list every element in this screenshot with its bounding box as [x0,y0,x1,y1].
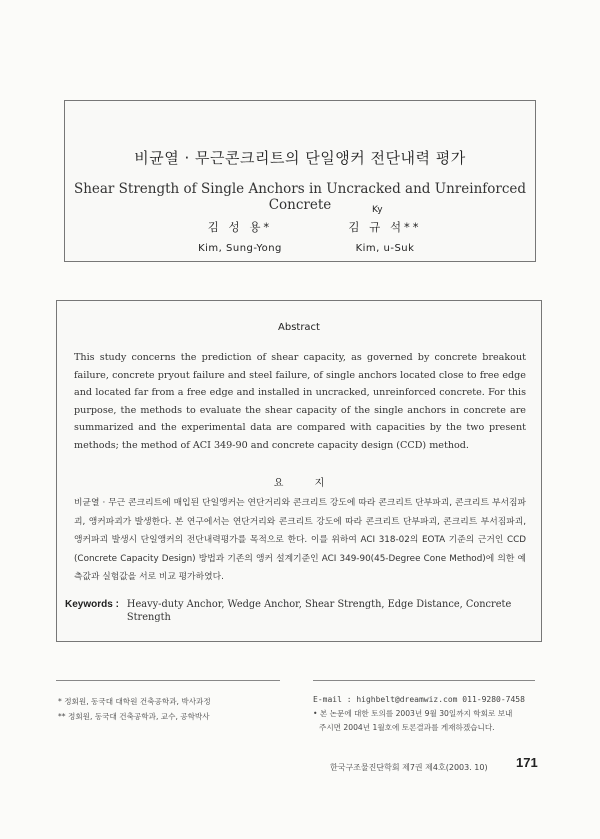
footnote-2: ** 정회원, 동국대 건축공학과, 교수, 공학박사 [58,712,210,721]
title-box [64,100,536,262]
footnote-rule-left [56,680,280,681]
keywords-label: Keywords : [65,599,119,610]
summary-heading: 요 지 [273,478,339,489]
title-english: Shear Strength of Single Anchors in Uncracked and Unreinforced Concrete [73,181,527,213]
author-2-overlay: Ky [372,205,383,215]
author-email: E-mail : highbelt@dreamwiz.com 011-9280-7458 [313,695,525,704]
footnote-rule-right [313,680,535,681]
discussion-note-2: 주시면 2004년 1월호에 토론결과를 게재하겠습니다. [319,723,495,732]
footnote-1: * 정회원, 동국대 대학원 건축공학과, 박사과정 [58,697,211,706]
abstract-text: This study concerns the prediction of shear capacity, as governed by concrete breakout failure, concrete pryout failure and steel failure, of single anchors located close to free edge and located far from a free edge and installed in uncracked, unreinforced concrete. For this purpose, the methods to evaluate the shear capacity of the single anchors in concrete are summarized and the experimental data are compared with capacities by the two present methods; the method of ACI 349-90 and concrete capacity design (CCD) method. [74,352,526,451]
author-2-english: Kim, u-Suk [355,243,415,254]
summary-text: 비균열 · 무근 콘크리트에 매입된 단일앵커는 연단거리와 콘크리트 강도에 따라 콘크리트 단부파괴, 콘크리트 부서짐파괴, 앵커파괴가 발생한다. 본 연구에서는 연단거리와 콘크리트 강도에 따라 콘크리트 단부파괴, 콘크리트 부서짐파괴, 앵커파괴 발생시 단일앵커의 전단내력평가를 목적으로 한다. 이를 위하여 ACI 318-02의 EOTA 기준의 근거인 CCD (Concrete Capacity Design) 방법과 기존의 앵커 설계기준인 ACI 349-90(45-Degree Cone Method)에 의한 예측값과 실험값을 서로 비교 평가하였다. [74,498,526,582]
page-number: 171 [516,755,538,770]
author-2 [320,205,450,254]
footnotes-right [313,693,525,735]
title-korean: 비균열 · 무근콘크리트의 단일앵커 전단내력 평가 [134,149,466,167]
author-2-korean: 김 규 석** [348,220,422,234]
author-1-korean: 김 성 용* [207,220,273,234]
keywords [65,598,531,624]
abstract-heading: Abstract [278,322,320,333]
discussion-note-1: • 본 논문에 대한 토의를 2003년 9월 30일까지 학회로 보내 [313,709,513,718]
footnotes-left [58,694,211,724]
author-1-english: Kim, Sung-Yong [198,243,282,254]
keywords-value: Heavy-duty Anchor, Wedge Anchor, Shear Strength, Edge Distance, Concrete Strength [126,599,512,623]
abstract-box [56,300,542,642]
journal-citation: 한국구조물진단학회 제7권 제4호(2003. 10) [330,763,488,772]
author-1 [180,219,300,254]
